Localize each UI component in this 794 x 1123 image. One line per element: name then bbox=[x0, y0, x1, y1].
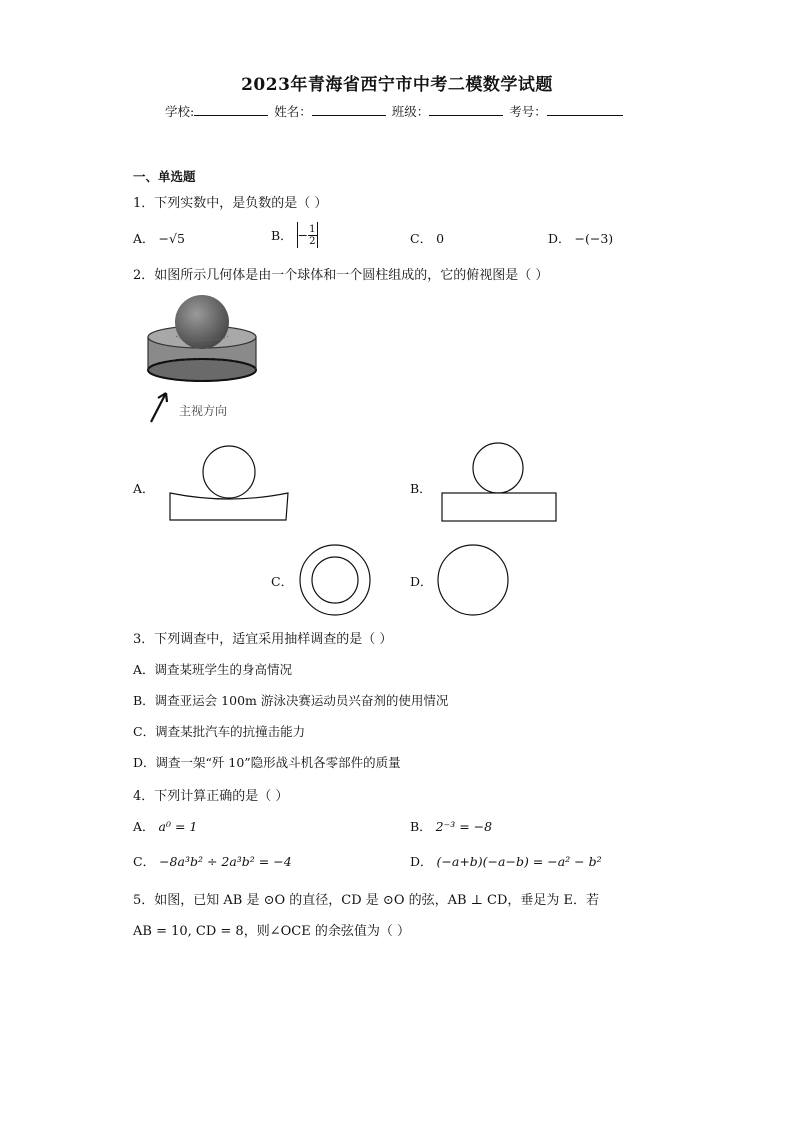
class-label: 班级： bbox=[391, 104, 430, 119]
exam-no-label: 考号： bbox=[509, 104, 547, 119]
q3-option-d: D．调查一架“歼 10”隐形战斗机各零部件的质量 bbox=[133, 755, 401, 770]
q2-stem: 2．如图所示几何体是由一个球体和一个圆柱组成的，它的俯视图是（ ） bbox=[133, 268, 549, 283]
view-direction-label: 主视方向 bbox=[179, 404, 228, 418]
q1-a-label: A． bbox=[133, 231, 155, 246]
abs-bar-right bbox=[317, 222, 318, 248]
q2-option-a-figure bbox=[168, 445, 293, 525]
q4-d-expr: (−a+b)(−a−b) = −a² − b² bbox=[436, 854, 602, 869]
q1-c-label: C． bbox=[410, 231, 433, 246]
q1-option-a bbox=[133, 229, 185, 247]
name-label: 姓名： bbox=[274, 104, 312, 119]
q4-option-b bbox=[410, 817, 492, 835]
school-label: 学校: bbox=[165, 104, 195, 119]
class-blank bbox=[429, 103, 503, 116]
q4-option-a bbox=[133, 817, 197, 835]
q2-option-d-figure bbox=[436, 543, 512, 619]
q3-option-c: C．调查某批汽车的抗撞击能力 bbox=[133, 724, 306, 739]
fraction-numerator: 1 bbox=[309, 223, 316, 235]
q2-option-a-label: A． bbox=[133, 481, 155, 496]
q1-option-b bbox=[271, 222, 318, 248]
q4-d-label: D． bbox=[410, 854, 433, 869]
q4-option-d bbox=[410, 852, 602, 870]
q1-d-label: D． bbox=[548, 231, 571, 246]
page-title: 2023年青海省西宁市中考二模数学试题 bbox=[241, 75, 553, 95]
q1-c-value: 0 bbox=[436, 231, 445, 246]
school-blank bbox=[194, 103, 268, 116]
q5-line-2: AB = 10, CD = 8，则∠OCE 的余弦值为（ ） bbox=[133, 924, 410, 939]
name-blank bbox=[312, 103, 386, 116]
q1-a-value: −√5 bbox=[158, 231, 185, 246]
q2-option-c-figure bbox=[298, 543, 374, 619]
fraction-denominator: 2 bbox=[309, 235, 316, 247]
fraction bbox=[308, 224, 316, 247]
section-heading: 一、单选题 bbox=[133, 169, 196, 184]
q3-option-a: A．调查某班学生的身高情况 bbox=[133, 662, 293, 677]
q5-line-1: 5．如图，已知 AB 是 ⊙O 的直径，CD 是 ⊙O 的弦，AB ⊥ CD，垂足为 E．若 bbox=[133, 893, 600, 908]
header-info bbox=[165, 102, 625, 120]
q1-d-value: −(−3) bbox=[574, 231, 614, 246]
q4-a-expr: a⁰ = 1 bbox=[158, 819, 198, 834]
q4-b-label: B． bbox=[410, 819, 432, 834]
sphere bbox=[175, 295, 229, 349]
q2-option-b-figure bbox=[440, 442, 560, 524]
exam-no-blank bbox=[547, 103, 623, 116]
q4-c-label: C． bbox=[133, 854, 156, 869]
q3-stem: 3．下列调查中，适宜采用抽样调查的是（ ） bbox=[133, 632, 393, 647]
q4-option-c bbox=[133, 852, 292, 870]
q1-b-label: B． bbox=[271, 228, 293, 243]
q1-b-minus: − bbox=[297, 227, 309, 243]
q4-a-label: A． bbox=[133, 819, 155, 834]
q4-b-expr: 2⁻³ = −8 bbox=[435, 819, 493, 834]
q1-option-d bbox=[548, 229, 613, 247]
q4-c-expr: −8a³b² ÷ 2a³b² = −4 bbox=[159, 854, 292, 869]
q1-stem: 1．下列实数中，是负数的是（ ） bbox=[133, 196, 328, 211]
q2-option-c-label: C． bbox=[271, 574, 294, 589]
q1-option-c bbox=[410, 229, 444, 247]
q2-option-d-label: D． bbox=[410, 574, 433, 589]
q3-option-b: B．调查亚运会 100m 游泳决赛运动员兴奋剂的使用情况 bbox=[133, 693, 449, 708]
q4-stem: 4．下列计算正确的是（ ） bbox=[133, 789, 289, 804]
q2-option-b-label: B． bbox=[410, 481, 432, 496]
